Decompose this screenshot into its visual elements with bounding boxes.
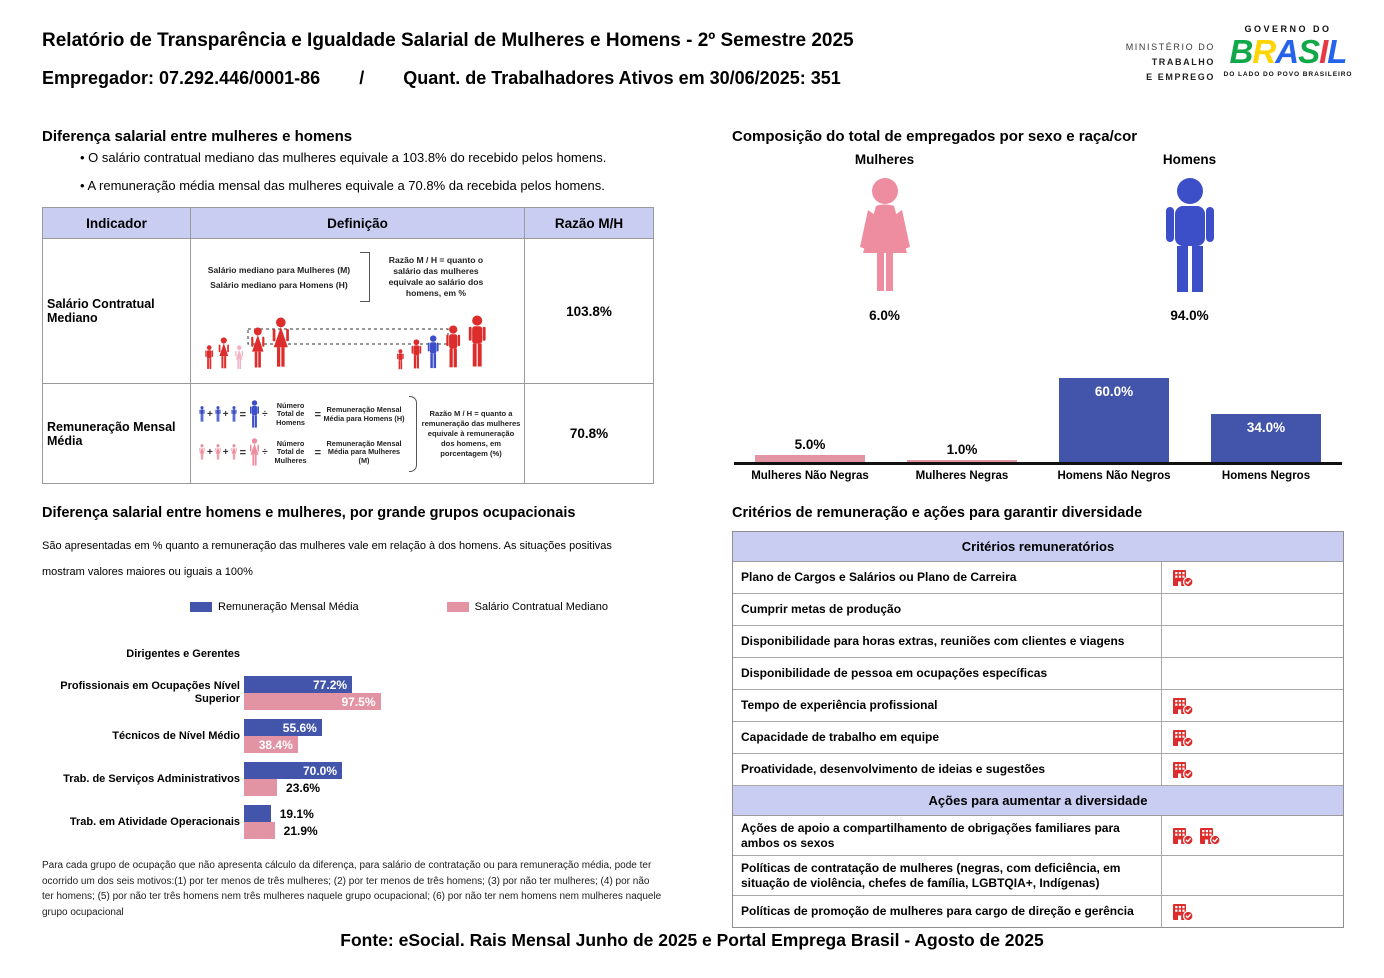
criteria-row — [733, 754, 1343, 786]
legend-swatch — [447, 602, 469, 612]
bar — [244, 822, 275, 839]
criteria-row — [733, 816, 1343, 856]
bar-row — [244, 779, 342, 796]
occupational-heading: Diferença salarial entre homens e mulheres, por grande grupos ocupacionais — [42, 505, 576, 521]
category-label: Mulheres Negras — [915, 470, 1009, 482]
composition-summary — [732, 152, 1342, 323]
man-figure-icon — [198, 406, 206, 423]
bar-column — [734, 437, 886, 462]
criteria-check-cell — [1162, 754, 1343, 785]
category-label: Mulheres Não Negras — [751, 470, 869, 482]
bar-row — [244, 676, 381, 693]
plus-sign: + — [222, 447, 229, 458]
criteria-row — [733, 856, 1343, 896]
definition-cell — [190, 384, 524, 484]
brand-letter: I — [1319, 33, 1328, 70]
composition-heading: Composição do total de empregados por sexo e raça/cor — [732, 128, 1138, 145]
legend-item — [190, 601, 359, 613]
bar-row — [244, 762, 342, 779]
criteria-label: Políticas de contratação de mulheres (negras, com deficiência, em situação de violência, chefes de família, LGBTQIA+, Indígenas) — [733, 856, 1162, 895]
occupational-subtitle — [42, 533, 642, 585]
criteria-check-cell — [1162, 816, 1343, 855]
x-axis-line — [734, 462, 1342, 465]
criteria-check-cell — [1162, 690, 1343, 721]
man-figure-large-icon — [248, 400, 261, 430]
building-check-icon — [1172, 903, 1194, 921]
bar-column — [1190, 414, 1342, 462]
women-percentage: 6.0% — [869, 308, 900, 323]
curly-bracket-shape — [409, 396, 417, 472]
criteria-row — [733, 658, 1343, 690]
men-result-label: Remuneração Mensal Média para Homens (H) — [323, 405, 405, 423]
brasil-wordmark — [1218, 34, 1358, 70]
active-workers: Quant. de Trabalhadores Ativos em 30/06/2025: 351 — [403, 68, 841, 88]
category-label: Homens Negros — [1221, 470, 1311, 482]
plus-sign: + — [222, 409, 229, 420]
bar-value-label: 19.1% — [279, 806, 314, 821]
bar-value-label: 34.0% — [1246, 420, 1286, 436]
bar-value-label: 55.6% — [282, 720, 317, 735]
ministry-line2: TRABALHO — [1151, 57, 1215, 67]
category-label: Homens Não Negros — [1057, 470, 1171, 482]
occupational-footnote: Para cada grupo de ocupação que não apresenta cálculo da diferença, para salário de contratação ou para remuneração média, pode ter ocorrido um dos seis motivos:(1) por ter menos de três mulheres; (2) por ter menos de três homens; (3) por não ter mulheres; (4) por não ter homens; (5) por não ter três homens nem três mulheres naquele grupo ocupacional; (6) por não ter nem homens nem mulheres naquele grupo ocupacional — [42, 860, 662, 918]
bullet-item: • A remuneração média mensal das mulheres equivale a 70.8% da recebida pelos homens. — [80, 178, 660, 193]
ministry-line3: E EMPREGO — [1146, 72, 1215, 82]
woman-figure-icon — [198, 444, 206, 461]
criteria-check-cell — [1162, 562, 1343, 593]
bar — [244, 693, 381, 710]
bar — [1211, 414, 1321, 462]
ratio-explanation: Razão M / H = quanto o salário das mulheres equivale ao salário dos homens, em % — [388, 255, 484, 298]
category-label: Trab. em Atividade Operacionais — [69, 815, 240, 828]
subtitle-line2: mostram valores maiores ou iguais a 100% — [42, 566, 253, 578]
source-footer: Fonte: eSocial. Rais Mensal Junho de 2025 e Portal Emprega Brasil - Agosto de 2025 — [340, 930, 1044, 950]
criteria-label: Plano de Cargos e Salários ou Plano de Carreira — [733, 562, 1162, 593]
woman-figure-icon — [230, 444, 238, 461]
bar-value-label: 5.0% — [794, 437, 826, 452]
men-summary — [1037, 152, 1342, 323]
women-result-label: Remuneração Mensal Média para Mulheres (M) — [326, 438, 402, 465]
bars — [244, 805, 318, 839]
criteria-section-header: Ações para aumentar a diversidade — [733, 786, 1343, 816]
criteria-label: Proatividade, desenvolvimento de ideias e sugestões — [733, 754, 1162, 785]
plus-sign: + — [206, 409, 213, 420]
bracket-shape — [360, 252, 370, 302]
building-check-icon — [1172, 569, 1194, 587]
composition-bars — [734, 352, 1342, 462]
legend-item — [447, 601, 608, 613]
criteria-check-cell — [1162, 722, 1343, 753]
col-header-definicao: Definição — [190, 208, 524, 239]
criteria-label: Disponibilidade para horas extras, reuniões com clientes e viagens — [733, 626, 1162, 657]
legend-label: Remuneração Mensal Média — [218, 601, 359, 613]
criteria-row — [733, 626, 1343, 658]
equals-sign: = — [239, 408, 247, 421]
ratio-explanation: Razão M / H = quanto a remuneração das mulheres equivale à remuneração dos homens, em porcentagem (%) — [421, 408, 521, 458]
governo-do-brasil-logo — [1218, 24, 1358, 78]
criteria-row — [733, 562, 1343, 594]
bar-group — [42, 719, 662, 753]
woman-figure-large-icon — [248, 438, 261, 468]
legend-swatch — [190, 602, 212, 612]
bar-value-label: 60.0% — [1094, 384, 1134, 399]
men-label: Homens — [1162, 152, 1217, 167]
bar-value-label: 38.4% — [258, 737, 293, 752]
bar — [244, 805, 271, 822]
women-average-formula — [198, 438, 405, 468]
table-row-remuneracao-media — [43, 384, 654, 484]
legend-label: Salário Contratual Mediano — [474, 601, 608, 613]
ministry-line1: MINISTÉRIO DO — [1125, 42, 1215, 52]
equals-sign: = — [314, 446, 322, 459]
criteria-row — [733, 594, 1343, 626]
man-figure-icon — [230, 406, 238, 423]
indicator-table-header-row — [43, 208, 654, 239]
brand-letter: L — [1327, 33, 1347, 70]
bar-value-label: 21.9% — [283, 823, 318, 838]
bar — [244, 779, 277, 796]
plus-sign: + — [206, 447, 213, 458]
criteria-check-cell — [1162, 856, 1343, 895]
salary-gap-heading: Diferença salarial entre mulheres e homens — [42, 128, 353, 145]
building-check-icon — [1172, 827, 1194, 845]
criteria-check-cell — [1162, 896, 1343, 927]
bar — [244, 762, 342, 779]
equals-sign: = — [239, 446, 247, 459]
composition-bar-chart — [734, 352, 1342, 482]
category-label: Técnicos de Nível Médio — [112, 729, 240, 742]
bar — [907, 460, 1017, 462]
category-label: Profissionais em Ocupações Nível Superior — [60, 680, 240, 705]
bar-value-label: 77.2% — [313, 677, 348, 692]
bar-row — [244, 719, 322, 736]
bar — [244, 736, 298, 753]
indicator-name: Remuneração Mensal Média — [43, 384, 191, 484]
criteria-row — [733, 896, 1343, 927]
indicator-name: Salário Contratual Mediano — [43, 239, 191, 384]
criteria-label: Capacidade de trabalho em equipe — [733, 722, 1162, 753]
bullet-item: • O salário contratual mediano das mulheres equivale a 103.8% do recebido pelos homens. — [80, 150, 660, 165]
bar-value-label: 70.0% — [302, 763, 337, 778]
women-label: Mulheres — [854, 152, 915, 167]
subtitle-line1: São apresentadas em % quanto a remuneração das mulheres vale em relação à dos homens. As situações positivas — [42, 540, 612, 552]
category-label-no-data: Dirigentes e Gerentes — [126, 648, 240, 660]
page-title: Relatório de Transparência e Igualdade Salarial de Mulheres e Homens - 2º Semestre 2025 — [42, 30, 854, 51]
building-check-icon — [1172, 729, 1194, 747]
bar — [244, 676, 352, 693]
criteria-label: Políticas de promoção de mulheres para cargo de direção e gerência — [733, 896, 1162, 927]
bar-column — [1038, 378, 1190, 462]
def-median-men: Salário mediano para Homens (H) — [210, 279, 348, 290]
bar-group — [42, 762, 662, 796]
bar-value-label: 97.5% — [341, 694, 376, 709]
criteria-row — [733, 722, 1343, 754]
woman-figure-icon — [214, 444, 222, 461]
def-median-women: Salário mediano para Mulheres (M) — [207, 264, 351, 275]
bar — [755, 455, 865, 462]
criteria-check-cell — [1162, 594, 1343, 625]
criteria-table — [732, 531, 1344, 928]
bar-value-label: 1.0% — [946, 442, 978, 457]
divide-sign: ÷ — [262, 447, 268, 458]
criteria-label: Cumprir metas de produção — [733, 594, 1162, 625]
table-row-salario-mediano — [43, 239, 654, 384]
brand-letter: S — [1298, 33, 1320, 70]
brand-letter: R — [1252, 33, 1276, 70]
criteria-section-header: Critérios remuneratórios — [733, 532, 1343, 562]
occupational-bar-chart — [42, 648, 662, 848]
ministry-logo — [1085, 40, 1215, 85]
building-check-icon — [1172, 697, 1194, 715]
men-percentage: 94.0% — [1170, 308, 1209, 323]
chart-legend — [190, 601, 608, 613]
criteria-check-cell — [1162, 658, 1343, 689]
criteria-label: Ações de apoio a compartilhamento de obrigações familiares para ambos os sexos — [733, 816, 1162, 855]
bar — [244, 719, 322, 736]
man-figure-icon — [214, 406, 222, 423]
women-count-label: Número Total de Mulheres — [274, 438, 307, 465]
bars — [244, 719, 322, 753]
ratio-value: 103.8% — [525, 239, 654, 384]
bars — [244, 762, 342, 796]
men-average-formula — [198, 400, 405, 430]
divide-sign: ÷ — [262, 409, 268, 420]
employer-id: Empregador: 07.292.446/0001-86 — [42, 68, 321, 88]
separator: / — [359, 68, 365, 88]
bars — [244, 676, 381, 710]
criteria-heading: Critérios de remuneração e ações para garantir diversidade — [732, 505, 1143, 521]
equals-sign: = — [314, 408, 322, 421]
men-count-label: Número Total de Homens — [276, 400, 305, 427]
bar-group — [42, 676, 662, 710]
building-check-icon — [1199, 827, 1221, 845]
brand-letter: A — [1275, 33, 1299, 70]
col-header-razao: Razão M/H — [525, 208, 654, 239]
bar-row — [244, 805, 318, 822]
gov-logo-top: GOVERNO DO — [1244, 24, 1332, 34]
employer-line — [42, 68, 841, 89]
bar-column — [886, 442, 1038, 462]
criteria-check-cell — [1162, 626, 1343, 657]
criteria-label: Tempo de experiência profissional — [733, 690, 1162, 721]
definition-cell — [190, 239, 524, 384]
category-label: Trab. de Serviços Administrativos — [63, 772, 240, 785]
criteria-label: Disponibilidade de pessoa em ocupações específicas — [733, 658, 1162, 689]
building-check-icon — [1172, 761, 1194, 779]
gov-logo-tagline: DO LADO DO POVO BRASILEIRO — [1223, 71, 1353, 78]
man-icon — [1157, 177, 1223, 299]
bar — [1059, 378, 1169, 462]
bar-value-label: 23.6% — [286, 780, 321, 795]
brand-letter: B — [1229, 33, 1253, 70]
criteria-row — [733, 690, 1343, 722]
woman-icon — [840, 177, 930, 299]
col-header-indicador: Indicador — [43, 208, 191, 239]
bar-group — [42, 805, 662, 839]
bar-row — [244, 693, 381, 710]
composition-category-labels — [734, 470, 1342, 482]
women-summary — [732, 152, 1037, 323]
indicator-table — [42, 207, 654, 484]
people-comparison-illustration — [200, 304, 500, 374]
bar-row — [244, 822, 318, 839]
salary-gap-bullets — [80, 150, 660, 206]
bar-row — [244, 736, 322, 753]
ratio-value: 70.8% — [525, 384, 654, 484]
